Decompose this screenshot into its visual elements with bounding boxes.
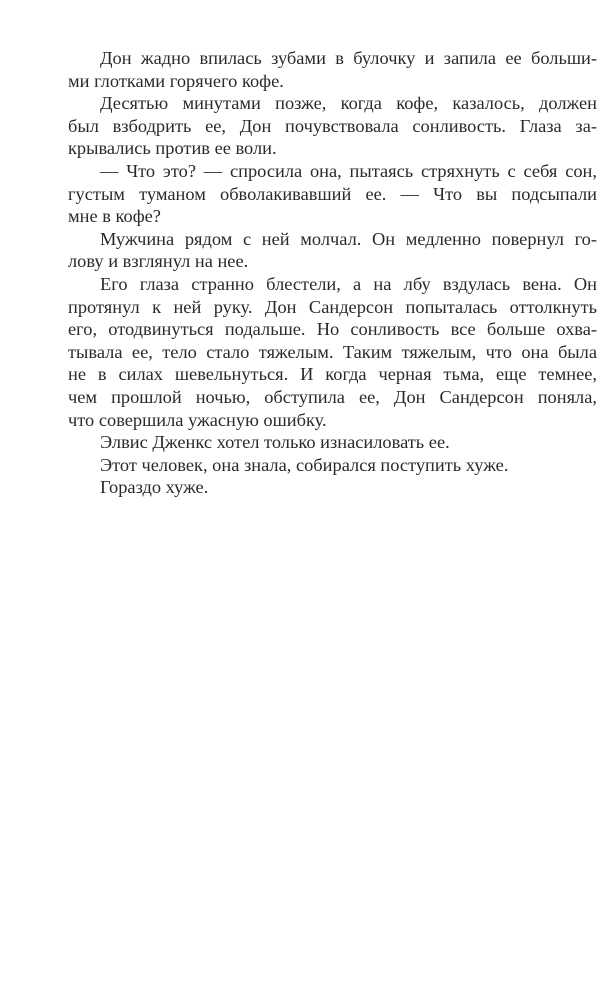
text-line: не в силах шевельнуться. И когда черная тьма, еще темнее, <box>68 364 597 385</box>
paragraph <box>68 454 597 477</box>
text-line: Дон жадно впилась зубами в булочку и запила ее больши- <box>100 48 597 68</box>
text-line: Элвис Дженкс хотел только изнасиловать ее. <box>100 432 450 453</box>
body-text <box>68 47 597 499</box>
paragraph <box>68 160 597 228</box>
text-line: Десятью минутами позже, когда кофе, казалось, должен <box>100 93 597 114</box>
text-line: Его глаза странно блестели, а на лбу вздулась вена. Он <box>100 273 597 294</box>
text-line: мне в кофе? <box>68 206 161 227</box>
text-line: был взбодрить ее, Дон почувствовала сонливость. Глаза за- <box>68 115 597 136</box>
text-line: чем прошлой ночью, обступила ее, Дон Сандерсон поняла, <box>68 386 597 407</box>
text-line: густым туманом обволакивавший ее. — Что вы подсыпали <box>68 183 597 204</box>
paragraph <box>68 92 597 160</box>
text-line: его, отодвинуться подальше. Но сонливость все больше охва- <box>68 319 597 340</box>
text-line: лову и взглянул на нее. <box>68 251 249 272</box>
text-line: ми глотками горячего кофе. <box>68 70 284 91</box>
text-line: Мужчина рядом с ней молчал. Он медленно повернул го- <box>100 228 597 249</box>
text-line: Гораздо хуже. <box>100 477 209 498</box>
text-line: тывала ее, тело стало тяжелым. Таким тяжелым, что она была <box>68 341 597 362</box>
paragraph <box>68 476 597 499</box>
paragraph <box>68 273 597 431</box>
paragraph <box>68 228 597 273</box>
text-line: Этот человек, она знала, собирался поступить хуже. <box>100 454 509 475</box>
text-line: протянул к ней руку. Дон Сандерсон попыталась оттолкнуть <box>68 296 597 317</box>
paragraph <box>68 431 597 454</box>
text-line: — Что это? — спросила она, пытаясь стряхнуть с себя сон, <box>100 160 597 181</box>
paragraph <box>68 47 597 92</box>
text-line: крывались против ее воли. <box>68 138 277 159</box>
text-line: что совершила ужасную ошибку. <box>68 409 327 430</box>
